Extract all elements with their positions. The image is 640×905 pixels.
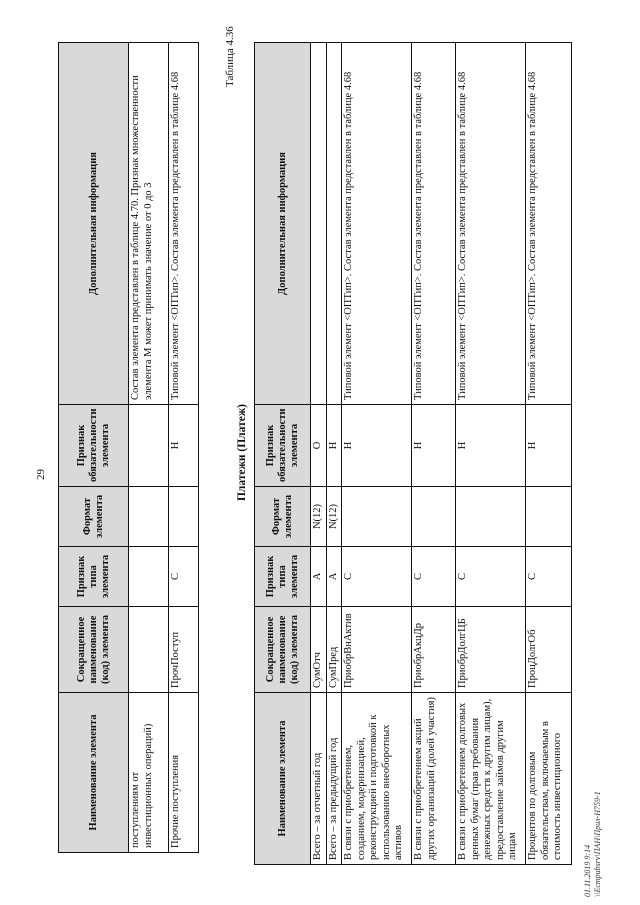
cell-format — [342, 487, 412, 547]
cell-name: Прочие поступления — [169, 693, 199, 853]
table-payments — [254, 42, 572, 865]
cell-short: СумПред — [326, 607, 342, 693]
cell-name: В связи с приобретением акций других организаций (долей участия) — [412, 693, 456, 865]
table-row — [129, 43, 169, 853]
cell-required: Н — [526, 405, 572, 487]
col-header-type: Признак типа элемента — [255, 547, 311, 607]
footer-path: \\Ecmpubsrv\ПАН\Прил-Н759-1 — [593, 791, 602, 897]
cell-info: Типовой элемент <ОПТип>. Состав элемента представлен в таблице 4.68 — [342, 43, 412, 405]
cell-info: Типовой элемент <ОПТип>. Состав элемента представлен в таблице 4.68 — [526, 43, 572, 405]
table-continuation — [58, 42, 199, 853]
col-header-short: Сокращенное наименование (код) элемента — [59, 607, 129, 693]
cell-type: С — [412, 547, 456, 607]
cell-short: ПриобрВнАктив — [342, 607, 412, 693]
cell-required: Н — [456, 405, 526, 487]
cell-short: ПриобрДолгЦБ — [456, 607, 526, 693]
cell-format — [526, 487, 572, 547]
cell-info: Состав элемента представлен в таблице 4.70. Признак множественности элемента М может принимать значение от 0 до 3 — [129, 43, 169, 405]
col-header-info: Дополнительная информация — [255, 43, 311, 405]
cell-required: Н — [169, 405, 199, 487]
cell-info: Типовой элемент <ОПТип>. Состав элемента представлен в таблице 4.68 — [456, 43, 526, 405]
col-header-info: Дополнительная информация — [59, 43, 129, 405]
cell-name: В связи с приобретением долговых ценных бумаг (прав требования денежных средств к другим лицам), предоставление займов другим лицам — [456, 693, 526, 865]
cell-format — [169, 487, 199, 547]
cell-name: поступлениям от инвестиционных операций) — [129, 693, 169, 853]
cell-info — [326, 43, 342, 405]
cell-type — [129, 547, 169, 607]
cell-required: Н — [342, 405, 412, 487]
page-number: 29 — [35, 469, 47, 480]
cell-type: С — [526, 547, 572, 607]
cell-type: А — [311, 547, 327, 607]
cell-type: С — [342, 547, 412, 607]
cell-required: О — [311, 405, 327, 487]
cell-short: ПроцДолгОб — [526, 607, 572, 693]
col-header-type: Признак типа элемента — [59, 547, 129, 607]
cell-short: ПриобрАкцДр — [412, 607, 456, 693]
table-number-label: Таблица 4.36 — [224, 26, 236, 87]
table-header-row — [59, 43, 129, 853]
cell-format — [412, 487, 456, 547]
cell-name: Процентов по долговым обязательствам, включаемым в стоимость инвестиционного — [526, 693, 572, 865]
cell-required — [129, 405, 169, 487]
cell-type: А — [326, 547, 342, 607]
table-row — [342, 43, 412, 865]
cell-info: Типовой элемент <ОПТип>. Состав элемента представлен в таблице 4.68 — [169, 43, 199, 405]
cell-required: Н — [412, 405, 456, 487]
table-row — [326, 43, 342, 865]
cell-format — [456, 487, 526, 547]
table-row — [412, 43, 456, 865]
cell-info — [311, 43, 327, 405]
footer-timestamp: 01.11.2019 9:14 — [583, 844, 592, 897]
cell-format — [129, 487, 169, 547]
table-row — [169, 43, 199, 853]
col-header-format: Формат элемента — [255, 487, 311, 547]
cell-info: Типовой элемент <ОПТип>. Состав элемента представлен в таблице 4.68 — [412, 43, 456, 405]
col-header-short: Сокращенное наименование (код) элемента — [255, 607, 311, 693]
cell-short: СумОтч — [311, 607, 327, 693]
col-header-required: Признак обязательности элемента — [59, 405, 129, 487]
table-title: Платежи (Платеж) — [236, 403, 248, 502]
col-header-name: Наименование элемента — [59, 693, 129, 853]
cell-short — [129, 607, 169, 693]
cell-name: Всего – за предыдущий год — [326, 693, 342, 865]
cell-type: С — [456, 547, 526, 607]
cell-format: N(12) — [311, 487, 327, 547]
table-row — [526, 43, 572, 865]
col-header-required: Признак обязательности элемента — [255, 405, 311, 487]
cell-format: N(12) — [326, 487, 342, 547]
table-row — [456, 43, 526, 865]
cell-name: Всего – за отчетный год — [311, 693, 327, 865]
cell-name: В связи с приобретением, созданием, модернизацией, реконструкцией и подготовкой к использованию внеоборотных активов — [342, 693, 412, 865]
cell-required: Н — [326, 405, 342, 487]
col-header-name: Наименование элемента — [255, 693, 311, 865]
table-row — [311, 43, 327, 865]
cell-short: ПрочПоступ — [169, 607, 199, 693]
table-header-row — [255, 43, 311, 865]
cell-type: С — [169, 547, 199, 607]
file-path-footer — [583, 791, 603, 897]
col-header-format: Формат элемента — [59, 487, 129, 547]
